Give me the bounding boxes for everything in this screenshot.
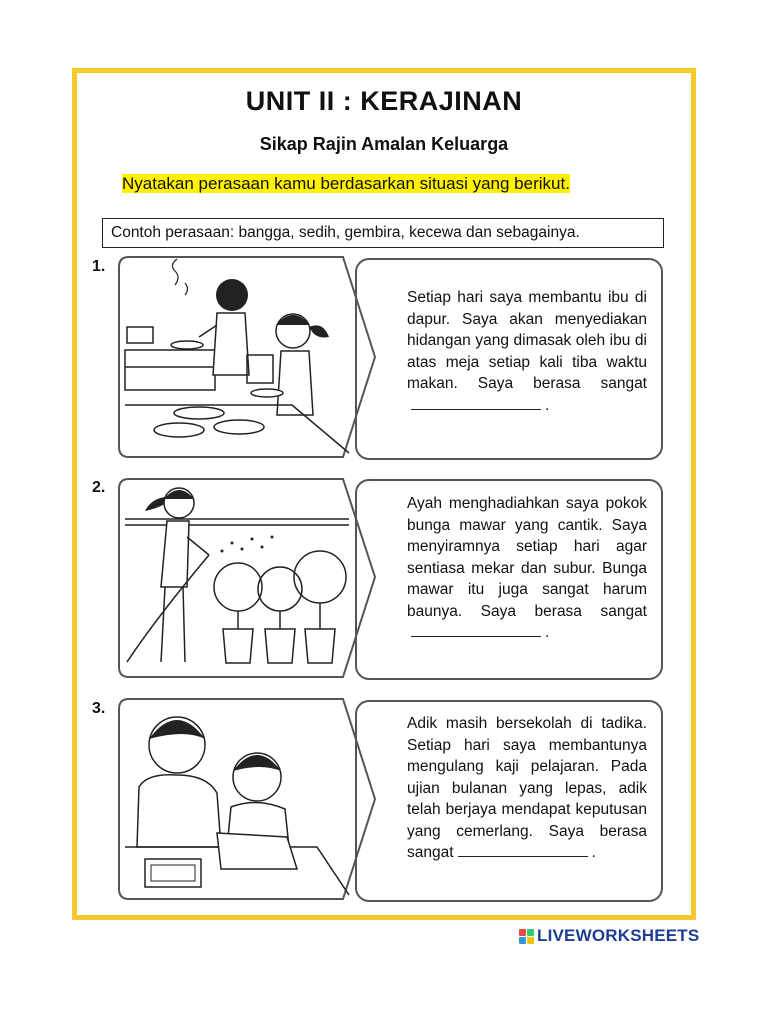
liveworksheets-logo[interactable] [519, 925, 699, 947]
situation-text [407, 493, 647, 644]
answer-blank[interactable] [458, 844, 588, 857]
instruction-text: Nyatakan perasaan kamu berdasarkan situasi yang berikut. [122, 174, 570, 193]
logo-square [519, 937, 526, 944]
instruction [122, 172, 644, 196]
homework-illustration [117, 697, 379, 902]
logo-square [527, 929, 534, 936]
kitchen-illustration [117, 255, 379, 460]
item-number: 1. [92, 258, 106, 275]
page-title: UNIT II : KERAJINAN [245, 86, 523, 116]
situation-text [407, 287, 647, 416]
logo-squares-icon [519, 929, 534, 944]
answer-card [355, 479, 663, 680]
watering-illustration [117, 477, 379, 680]
situation-body: Setiap hari saya membantu ibu di dapur. Saya akan menyediakan hidangan yang dimasak oleh ibu di atas meja setiap kali tiba waktu makan. Saya berasa sangat [407, 289, 647, 392]
answer-blank[interactable] [411, 397, 541, 410]
answer-card [355, 700, 663, 902]
logo-square [527, 937, 534, 944]
sentence-end: . [545, 396, 550, 414]
item-number: 3. [92, 700, 106, 717]
answer-blank[interactable] [411, 624, 541, 637]
logo-text: LIVEWORKSHEETS [537, 926, 700, 945]
answer-card [355, 258, 663, 460]
logo-square [519, 929, 526, 936]
sentence-end: . [591, 844, 596, 861]
page-subtitle: Sikap Rajin Amalan Keluarga [259, 134, 509, 154]
sentence-end: . [545, 624, 550, 641]
situation-body: Adik masih bersekolah di tadika. Setiap hari saya membantunya mengulang kaji pelajaran. Pada ujian bulanan yang lepas, adik telah berjaya mendapat keputusan yang cemerlang. Saya berasa sangat [407, 715, 647, 861]
item-number: 2. [92, 479, 106, 496]
situation-body: Ayah menghadiahkan saya pokok bunga mawar yang cantik. Saya menyiramnya setiap hari agar sentiasa mekar dan subur. Bunga mawar itu juga sangat harum baunya. Saya berasa sangat [407, 495, 647, 620]
situation-text [407, 713, 647, 864]
example-box: Contoh perasaan: bangga, sedih, gembira, kecewa dan sebagainya. [102, 218, 664, 248]
